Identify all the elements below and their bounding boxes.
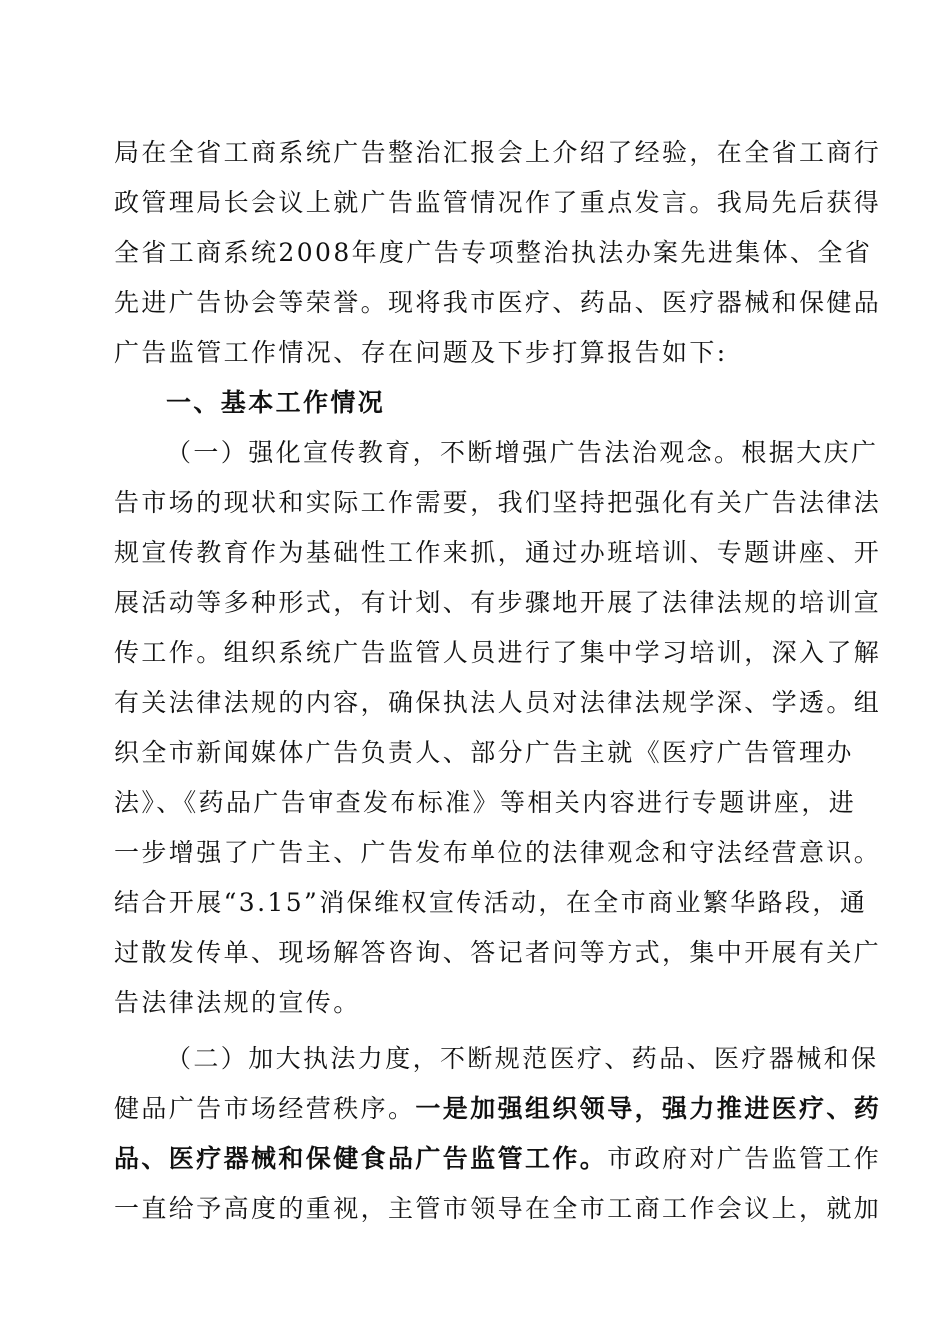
section1-line-10: 结合开展“3.15”消保维权宣传活动，在全市商业繁华路段，通 bbox=[114, 888, 868, 917]
section1-line-1: （一）强化宣传教育，不断增强广告法治观念。根据大庆广 bbox=[166, 438, 879, 467]
section2-line-2-plain: 健品广告市场经营秩序。 bbox=[114, 1094, 416, 1123]
section1-line-3: 规宣传教育作为基础性工作来抓，通过办班培训、专题讲座、开 bbox=[114, 538, 882, 567]
section1-line-9: 一步增强了广告主、广告发布单位的法律观念和守法经营意识。 bbox=[114, 838, 882, 867]
section1-line-8: 法》、《药品广告审查发布标准》等相关内容进行专题讲座，进 bbox=[114, 788, 857, 817]
section2-line-2-bold: 一是加强组织领导，强力推进医疗、药 bbox=[415, 1094, 882, 1123]
section2-line-2 bbox=[114, 1084, 882, 1134]
section2-line-3-plain: 市政府对广告监管工作 bbox=[607, 1144, 882, 1173]
section2-line-3-bold: 品、医疗器械和保健食品广告监管工作。 bbox=[114, 1144, 608, 1173]
section1-line-12: 告法律法规的宣传。 bbox=[114, 988, 361, 1017]
section1-line-11: 过散发传单、现场解答咨询、答记者问等方式，集中开展有关广 bbox=[114, 938, 882, 967]
section-heading: 一、基本工作情况 bbox=[166, 388, 386, 417]
intro-line-1: 局在全省工商系统广告整治汇报会上介绍了经验，在全省工商行 bbox=[114, 138, 882, 167]
section1-line-2: 告市场的现状和实际工作需要，我们坚持把强化有关广告法律法 bbox=[114, 488, 882, 517]
intro-line-5: 广告监管工作情况、存在问题及下步打算报告如下: bbox=[114, 338, 728, 367]
intro-line-3: 全省工商系统2008年度广告专项整治执法办案先进集体、全省 bbox=[114, 238, 873, 267]
section2-line-1: （二）加大执法力度，不断规范医疗、药品、医疗器械和保 bbox=[166, 1044, 879, 1073]
intro-line-2: 政管理局长会议上就广告监管情况作了重点发言。我局先后获得 bbox=[114, 188, 882, 217]
section2-line-4: 一直给予高度的重视，主管市领导在全市工商工作会议上，就加 bbox=[114, 1194, 882, 1223]
section2-line-3 bbox=[114, 1134, 882, 1184]
document-body bbox=[114, 128, 882, 1234]
section1-line-4: 展活动等多种形式，有计划、有步骤地开展了法律法规的培训宣 bbox=[114, 588, 882, 617]
section1-line-6: 有关法律法规的内容，确保执法人员对法律法规学深、学透。组 bbox=[114, 688, 882, 717]
section1-line-5: 传工作。组织系统广告监管人员进行了集中学习培训，深入了解 bbox=[114, 638, 882, 667]
section1-line-7: 织全市新闻媒体广告负责人、部分广告主就《医疗广告管理办 bbox=[114, 738, 854, 767]
intro-line-4: 先进广告协会等荣誉。现将我市医疗、药品、医疗器械和保健品 bbox=[114, 288, 882, 317]
